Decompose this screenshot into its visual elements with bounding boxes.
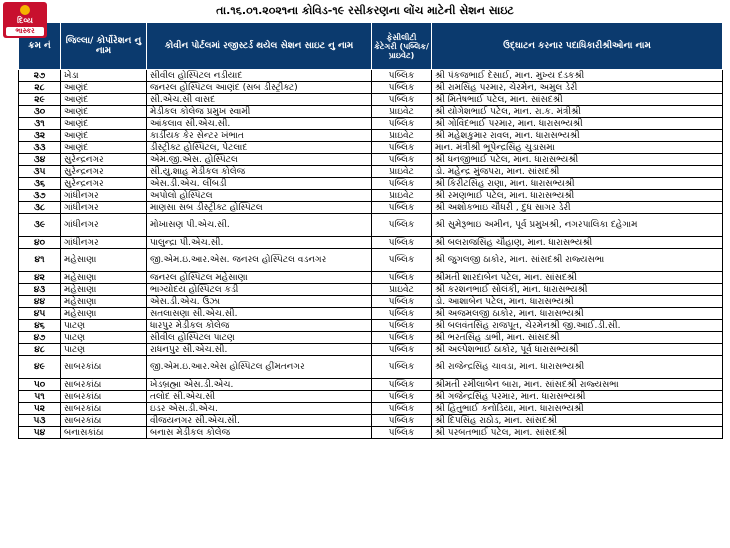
- cell-site: સીવીલ હોસ્પિટલ નડીયાદ: [147, 70, 372, 82]
- cell-site: જનરલ હોસ્પિટલ મહેસાણા: [147, 272, 372, 284]
- cell-serial: ૩૬: [19, 178, 61, 190]
- cell-district: આણંદ: [61, 106, 147, 118]
- cell-site: એસ.ડી.એચ. લીંબડી: [147, 178, 372, 190]
- cell-category: પબ્લિક: [372, 178, 432, 190]
- cell-serial: ૫૨: [19, 403, 61, 415]
- cell-serial: ૩૪: [19, 154, 61, 166]
- cell-official: શ્રીમતી રમીલાબેન બારા, માન. સાંસદશ્રી રાજ્યસભા: [432, 379, 723, 391]
- cell-serial: ૩૫: [19, 166, 61, 178]
- cell-serial: ૫૪: [19, 427, 61, 439]
- table-row: [19, 70, 723, 82]
- cell-site: કાર્ડીયક કેર સેન્ટર ખંભાત: [147, 130, 372, 142]
- cell-official: શ્રી બલવંતસિંહ રાજપૂત, ચેરમેનશ્રી જી.આઈ.ડી.સી.: [432, 320, 723, 332]
- cell-district: ખેડા: [61, 70, 147, 82]
- cell-site: તલોદ સી.એચ.સી: [147, 391, 372, 403]
- table-row: [19, 142, 723, 154]
- header-site: કોવીન પોર્ટલમાં રજીસ્ટર્ડ થયેલ સેશન સાઇટ નુ નામ: [147, 23, 372, 70]
- cell-official: શ્રી સુમેરૂભાઇ અમીન, પૂર્વ પ્રમુખશ્રી, નગરપાલિકા દહેગામ: [432, 214, 723, 237]
- cell-official: શ્રી અજમલજી ઠાકોર, માન. ધારાસભ્યશ્રી: [432, 308, 723, 320]
- cell-district: ગાંધીનગર: [61, 202, 147, 214]
- cell-site: સતલાસણા સી.એચ.સી.: [147, 308, 372, 320]
- cell-site: એસ.ડી.એચ. ઉંઝા: [147, 296, 372, 308]
- cell-serial: ૩૮: [19, 202, 61, 214]
- cell-category: પ્રાઇવેટ: [372, 190, 432, 202]
- cell-district: આણંદ: [61, 130, 147, 142]
- brand-logo: [3, 2, 47, 38]
- cell-serial: ૪૯: [19, 356, 61, 379]
- cell-category: પ્રાઇવેટ: [372, 130, 432, 142]
- cell-serial: ૪૦: [19, 237, 61, 249]
- cell-category: પબ્લિક: [372, 356, 432, 379]
- cell-serial: ૩૨: [19, 130, 61, 142]
- table-row: [19, 166, 723, 178]
- table-row: [19, 296, 723, 308]
- header-official: ઉદ્ઘાટન કરનાર પદાધિકારીશ્રીઓના નામ: [432, 23, 723, 70]
- cell-serial: ૫૦: [19, 379, 61, 391]
- cell-category: પબ્લિક: [372, 272, 432, 284]
- cell-district: મહેસાણા: [61, 272, 147, 284]
- header-category: ફેસીલીટી કેટેગરી (પબ્લિક/ પ્રાઇવેટ): [372, 23, 432, 70]
- cell-site: માણસા સબ ડીસ્ટ્રીક્ટ હોસ્પિટલ: [147, 202, 372, 214]
- cell-category: પબ્લિક: [372, 237, 432, 249]
- table-row: [19, 320, 723, 332]
- table-row: [19, 272, 723, 284]
- cell-site: મેડીકલ કોલેજ પ્રમુખ સ્વામી: [147, 106, 372, 118]
- table-row: [19, 82, 723, 94]
- table-row: [19, 284, 723, 296]
- table-row: [19, 308, 723, 320]
- cell-site: ઇડર એસ.ડી.એચ.: [147, 403, 372, 415]
- cell-district: સાબરકાંઠા: [61, 379, 147, 391]
- cell-category: પબ્લિક: [372, 320, 432, 332]
- cell-official: શ્રી રામસિંહ પરમાર, ચેરમેન, અમુલ ડેરી: [432, 82, 723, 94]
- cell-district: સુરેન્દ્રનગર: [61, 166, 147, 178]
- cell-serial: ૨૮: [19, 82, 61, 94]
- cell-site: રાધનપુર સી.એચ.સી.: [147, 344, 372, 356]
- cell-district: ગાંધીનગર: [61, 237, 147, 249]
- cell-serial: ૪૧: [19, 249, 61, 272]
- cell-category: પબ્લિક: [372, 118, 432, 130]
- cell-serial: ૨૯: [19, 94, 61, 106]
- cell-official: શ્રી કરશનભાઈ સોલંકી, માન. ધારાસભ્યશ્રી: [432, 284, 723, 296]
- cell-district: ગાંધીનગર: [61, 190, 147, 202]
- table-row: [19, 130, 723, 142]
- cell-official: ડો. આશાબેન પટેલ, માન. ધારાસભ્યશ્રી: [432, 296, 723, 308]
- cell-official: શ્રી પરબતભાઈ પટેલ, માન. સાંસદશ્રી: [432, 427, 723, 439]
- cell-serial: ૪૬: [19, 320, 61, 332]
- table-row: [19, 94, 723, 106]
- header-serial: ક્રમ નં: [19, 23, 61, 70]
- cell-category: પ્રાઇવેટ: [372, 166, 432, 178]
- cell-official: શ્રી દિપસિંહ રાઠોડ, માન. સાંસદશ્રી: [432, 415, 723, 427]
- cell-official: શ્રી રમણભાઈ પટેલ, માન. ધારાસભ્યશ્રી: [432, 190, 723, 202]
- cell-official: શ્રીમતી શારદાબેન પટેલ, માન. સાંસદશ્રી: [432, 272, 723, 284]
- cell-category: પબ્લિક: [372, 296, 432, 308]
- table-row: [19, 415, 723, 427]
- table-row: [19, 214, 723, 237]
- table-row: [19, 178, 723, 190]
- cell-category: પબ્લિક: [372, 70, 432, 82]
- cell-official: શ્રી મહેશકુમાર રાવલ, માન. ધારાસભ્યશ્રી: [432, 130, 723, 142]
- table-row: [19, 427, 723, 439]
- cell-official: શ્રી પંકજભાઈ દેસાઈ, માન. મુખ્ય દંડકશ્રી: [432, 70, 723, 82]
- cell-site: સી.એચ.સી વાસદ: [147, 94, 372, 106]
- cell-site: આંકલાવ સી.એચ.સી.: [147, 118, 372, 130]
- cell-site: જી.એમ.ઇ.આર.એસ. જનરલ હોસ્પિટલ વડનગર: [147, 249, 372, 272]
- cell-official: શ્રી જુગલજી ઠાકોર, માન. સાંસદશ્રી રાજ્યસભા: [432, 249, 723, 272]
- page-title: તા.૧૬.૦૧.૨૦૨૧ના કોવિડ-૧૯ રસીકરણના લોંચ માટેની સેશન સાઇટ: [216, 4, 514, 17]
- cell-category: પબ્લિક: [372, 427, 432, 439]
- cell-district: મહેસાણા: [61, 308, 147, 320]
- cell-category: પ્રાઇવેટ: [372, 106, 432, 118]
- cell-serial: ૨૭: [19, 70, 61, 82]
- cell-district: મહેસાણા: [61, 284, 147, 296]
- cell-serial: ૩૭: [19, 190, 61, 202]
- table-row: [19, 249, 723, 272]
- cell-serial: ૪૨: [19, 272, 61, 284]
- cell-category: પબ્લિક: [372, 82, 432, 94]
- cell-category: પબ્લિક: [372, 214, 432, 237]
- cell-category: પબ્લિક: [372, 379, 432, 391]
- cell-official: ડો. મહેન્દ્ર મુંજપરા, માન. સાંસદશ્રી: [432, 166, 723, 178]
- cell-site: ડીસ્ટ્રીક્ટ હોસ્પિટલ, પેટલાદ: [147, 142, 372, 154]
- cell-site: બનાસ મેડીકલ કોલેજ: [147, 427, 372, 439]
- cell-category: પબ્લિક: [372, 344, 432, 356]
- cell-district: સુરેન્દ્રનગર: [61, 178, 147, 190]
- table-row: [19, 403, 723, 415]
- cell-district: સુરેન્દ્રનગર: [61, 154, 147, 166]
- cell-site: ખેડબ્રહ્મા એસ.ડી.એચ.: [147, 379, 372, 391]
- cell-site: એમ.જી.એસ. હોસ્પિટલ: [147, 154, 372, 166]
- cell-official: શ્રી બલરાજસિંહ ચૌહાણ, માન. ધારાસભ્યશ્રી: [432, 237, 723, 249]
- cell-category: પબ્લિક: [372, 142, 432, 154]
- cell-official: શ્રી ગજેન્દ્રસિંહ પરમાર, માન. ધારાસભ્યશ્રી: [432, 391, 723, 403]
- cell-official: શ્રી ગોવિંદભાઈ પરમાર, માન. ધારાસભ્યશ્રી: [432, 118, 723, 130]
- table-row: [19, 356, 723, 379]
- cell-serial: ૩૩: [19, 142, 61, 154]
- cell-category: પબ્લિક: [372, 94, 432, 106]
- cell-official: માન. મંત્રીશ્રી ભૂપેન્દ્રસિંહ ચુડાસમા: [432, 142, 723, 154]
- cell-site: જનરલ હોસ્પિટલ આણંદ (સબ ડીસ્ટ્રીક્ટ): [147, 82, 372, 94]
- session-site-table: [18, 22, 723, 439]
- table-row: [19, 118, 723, 130]
- cell-serial: ૩૧: [19, 118, 61, 130]
- cell-category: પબ્લિક: [372, 332, 432, 344]
- cell-district: આણંદ: [61, 82, 147, 94]
- cell-district: બનાસકાંઠા: [61, 427, 147, 439]
- header-district: જિલ્લા/ કોર્પોરેશન નુ નામ: [61, 23, 147, 70]
- cell-site: જી.એમ.ઇ.આર.એસ હોસ્પિટલ હીંમતનગર: [147, 356, 372, 379]
- cell-district: સાબરકાંઠા: [61, 415, 147, 427]
- cell-official: શ્રી હિતુભાઈ કનોડિયા, માન. ધારાસભ્યશ્રી: [432, 403, 723, 415]
- logo-line1: દિવ્ય: [17, 16, 33, 25]
- cell-district: પાટણ: [61, 344, 147, 356]
- cell-category: પબ્લિક: [372, 154, 432, 166]
- cell-serial: ૪૩: [19, 284, 61, 296]
- cell-site: ધારપુર મેડીકલ કોલેજ: [147, 320, 372, 332]
- cell-official: શ્રી અશોકભાઇ ચૌધરી , દુધ સાગર ડેરી: [432, 202, 723, 214]
- cell-category: પ્રાઇવેટ: [372, 284, 432, 296]
- table-row: [19, 332, 723, 344]
- cell-district: આણંદ: [61, 118, 147, 130]
- cell-category: પબ્લિક: [372, 308, 432, 320]
- cell-district: પાટણ: [61, 332, 147, 344]
- table-row: [19, 190, 723, 202]
- cell-official: શ્રી યોગેશભાઈ પટેલ, માન. રા.ક. મંત્રીશ્રી: [432, 106, 723, 118]
- table-body: [19, 70, 723, 439]
- sun-icon: [20, 5, 30, 15]
- cell-district: સાબરકાંઠા: [61, 391, 147, 403]
- table-row: [19, 106, 723, 118]
- cell-serial: ૩૦: [19, 106, 61, 118]
- table-row: [19, 154, 723, 166]
- cell-serial: ૫૩: [19, 415, 61, 427]
- table-row: [19, 391, 723, 403]
- cell-district: ગાંધીનગર: [61, 214, 147, 237]
- cell-official: શ્રી ધનજીભાઈ પટેલ, માન. ધારાસભ્યશ્રી: [432, 154, 723, 166]
- cell-category: પબ્લિક: [372, 202, 432, 214]
- table-row: [19, 237, 723, 249]
- cell-category: પબ્લિક: [372, 391, 432, 403]
- table-row: [19, 202, 723, 214]
- cell-site: સીવીલ હોસ્પિટલ પાટણ: [147, 332, 372, 344]
- cell-district: સાબરકાંઠા: [61, 403, 147, 415]
- cell-official: શ્રી ભરતસિંહ ડાભી, માન. સાંસદશ્રી: [432, 332, 723, 344]
- cell-district: આણંદ: [61, 94, 147, 106]
- cell-serial: ૪૫: [19, 308, 61, 320]
- logo-line2: ભાસ્કર: [6, 27, 44, 36]
- cell-district: મહેસાણા: [61, 249, 147, 272]
- table-row: [19, 379, 723, 391]
- cell-serial: ૩૯: [19, 214, 61, 237]
- cell-serial: ૪૮: [19, 344, 61, 356]
- cell-serial: ૪૭: [19, 332, 61, 344]
- cell-serial: ૪૪: [19, 296, 61, 308]
- cell-district: મહેસાણા: [61, 296, 147, 308]
- cell-site: અપોલો હોસ્પિટલ: [147, 190, 372, 202]
- cell-site: પાલુન્દ્રા પી.એચ.સી.: [147, 237, 372, 249]
- cell-category: પબ્લિક: [372, 249, 432, 272]
- cell-category: પબ્લિક: [372, 403, 432, 415]
- cell-site: વીજયનગર સી.એચ.સી.: [147, 415, 372, 427]
- cell-site: સી.યુ.શાહ મેડીકલ કોલેજ: [147, 166, 372, 178]
- table-header-row: [19, 23, 723, 70]
- cell-official: શ્રી રાજેન્દ્રસિંહ ચાવડા, માન. ધારાસભ્યશ્રી: [432, 356, 723, 379]
- cell-serial: ૫૧: [19, 391, 61, 403]
- cell-district: પાટણ: [61, 320, 147, 332]
- cell-official: શ્રી કિરીટસિંહ રાણા, માન. ધારાસભ્યશ્રી: [432, 178, 723, 190]
- cell-official: શ્રી અલ્પેશભાઈ ઠાકોર, પૂર્વ ધારાસભ્યશ્રી: [432, 344, 723, 356]
- cell-site: ભાગ્યોદય હોસ્પિટલ કડી: [147, 284, 372, 296]
- cell-district: આણંદ: [61, 142, 147, 154]
- cell-category: પબ્લિક: [372, 415, 432, 427]
- cell-official: શ્રી મિતેષભાઈ પટેલ, માન. સાંસદશ્રી: [432, 94, 723, 106]
- cell-district: સાબરકાંઠા: [61, 356, 147, 379]
- cell-site: મોખાસણ પી.એચ.સી.: [147, 214, 372, 237]
- table-row: [19, 344, 723, 356]
